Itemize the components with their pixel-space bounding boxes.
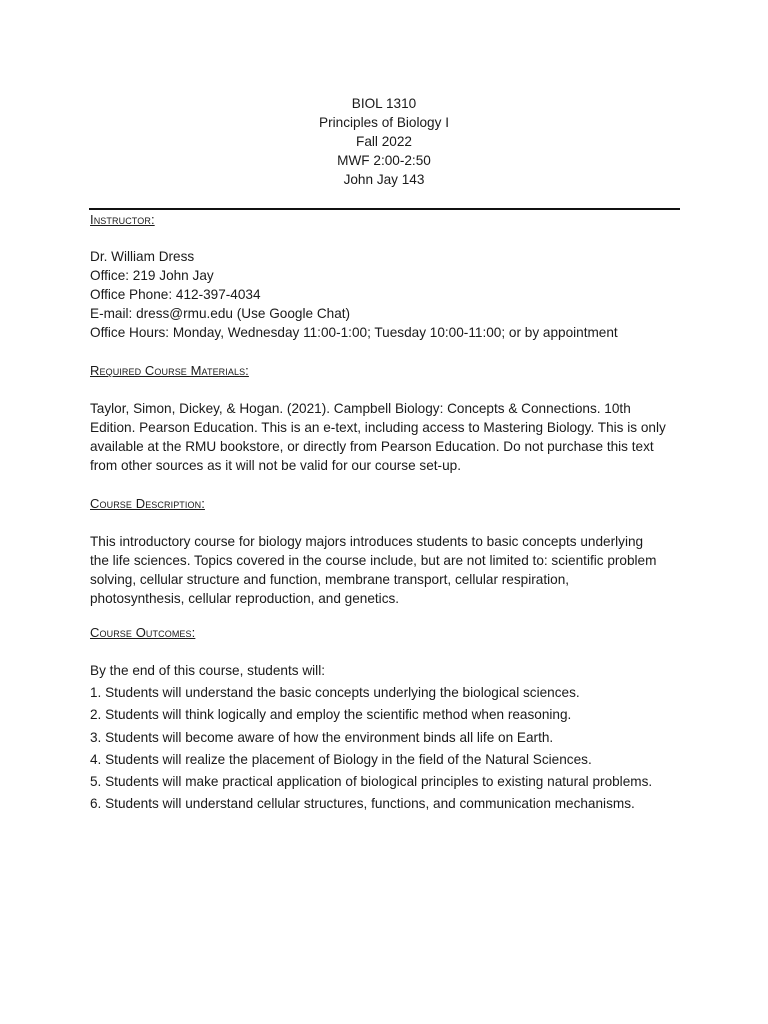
outcome-item: 5. Students will make practical application of biological principles to existing natural problems. [90, 774, 653, 790]
instructor-hours: Office Hours: Monday, Wednesday 11:00-1:00; Tuesday 10:00-11:00; or by appointment [90, 325, 618, 340]
outcome-item: 6. Students will understand cellular structures, functions, and communication mechanisms. [90, 796, 635, 812]
description-heading: Course Description: [90, 496, 205, 511]
course-title: Principles of Biology I [319, 115, 449, 130]
course-header [0, 94, 768, 189]
materials-line: from other sources as it will not be valid for our course set-up. [90, 458, 461, 473]
materials-line: available at the RMU bookstore, or directly from Pearson Education. Do not purchase this text [90, 439, 654, 454]
description-line: photosynthesis, cellular reproduction, and genetics. [90, 591, 400, 606]
course-schedule: MWF 2:00-2:50 [337, 153, 431, 168]
course-code: BIOL 1310 [351, 96, 417, 111]
instructor-phone: Office Phone: 412-397-4034 [90, 287, 261, 302]
instructor-name: Dr. William Dress [90, 249, 195, 264]
instructor-info [90, 247, 690, 342]
outcomes-heading: Course Outcomes: [90, 625, 196, 640]
materials-text [90, 399, 690, 475]
instructor-heading: Instructor: [90, 212, 155, 227]
course-term: Fall 2022 [356, 134, 412, 149]
outcome-item: 1. Students will understand the basic concepts underlying the biological sciences. [90, 685, 580, 701]
instructor-email: E-mail: dress@rmu.edu (Use Google Chat) [90, 306, 351, 321]
outcomes-list [90, 660, 690, 815]
materials-line: Taylor, Simon, Dickey, & Hogan. (2021). Campbell Biology: Concepts & Connections. 10th [90, 401, 631, 416]
instructor-office: Office: 219 John Jay [90, 268, 214, 283]
description-line: the life sciences. Topics covered in the course include, but are not limited to: scientific problem [90, 553, 657, 568]
materials-heading: Required Course Materials: [90, 363, 249, 378]
header-divider [89, 208, 680, 210]
materials-line: Edition. Pearson Education. This is an e-text, including access to Mastering Biology. This is only [90, 420, 666, 435]
course-location: John Jay 143 [343, 172, 425, 187]
description-text [90, 532, 690, 608]
description-line: solving, cellular structure and function, membrane transport, cellular respiration, [90, 572, 570, 587]
outcome-item: 3. Students will become aware of how the environment binds all life on Earth. [90, 729, 554, 745]
outcomes-intro: By the end of this course, students will: [90, 663, 325, 678]
outcome-item: 4. Students will realize the placement of Biology in the field of the Natural Sciences. [90, 751, 592, 767]
outcome-item: 2. Students will think logically and employ the scientific method when reasoning. [90, 707, 572, 723]
description-line: This introductory course for biology majors introduces students to basic concepts underlying [90, 534, 644, 549]
